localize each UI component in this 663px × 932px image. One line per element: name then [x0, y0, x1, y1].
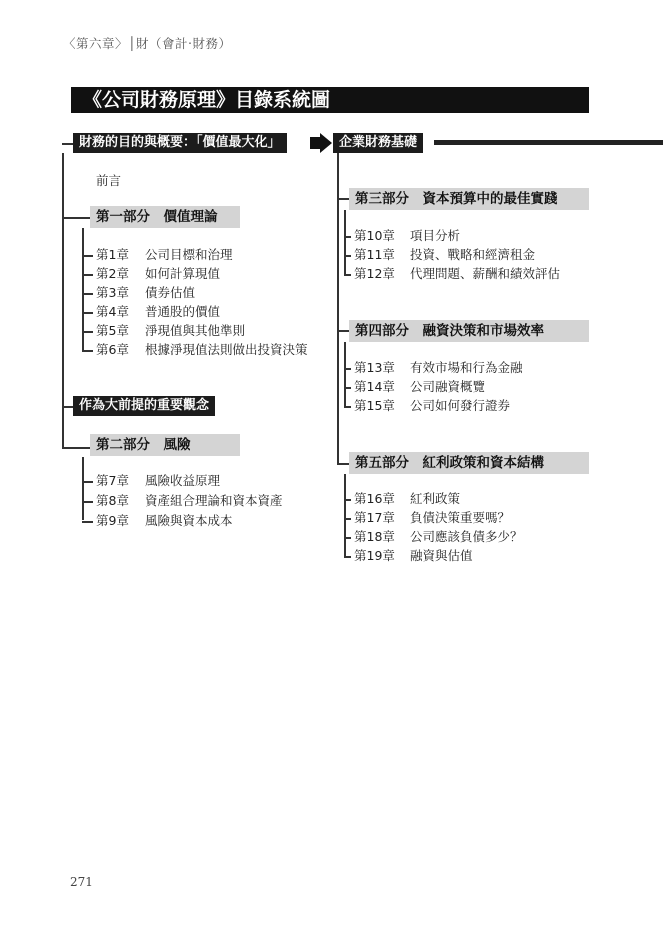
chapter-number: 第19章: [354, 548, 395, 563]
chapter-tick: [82, 350, 93, 352]
chapter-number: 第10章: [354, 228, 395, 243]
chapter-item: [96, 265, 220, 283]
chapter-tick: [82, 312, 93, 314]
chapter-tick: [344, 406, 351, 408]
chapter-item: [354, 265, 560, 283]
part4-label: 第四部分 融資決策和市場效率: [349, 320, 589, 342]
part3-label: 第三部分 資本預算中的最佳實踐: [349, 188, 589, 210]
chapter-title: 投資、戰略和經濟租金: [410, 247, 536, 262]
chapter-number: 第6章: [96, 342, 129, 357]
chapter-number: 第16章: [354, 491, 395, 506]
chapter-number: 第15章: [354, 398, 395, 413]
chapter-number: 第5章: [96, 323, 129, 338]
left-connector: [62, 153, 64, 448]
chapter-title: 風險收益原理: [145, 473, 221, 488]
chapter-tick: [344, 518, 351, 520]
premise-connector: [62, 406, 73, 408]
part5-connector: [337, 463, 349, 465]
chapter-tick: [344, 537, 351, 539]
preface-label: 前言: [96, 173, 122, 188]
chapter-title: 公司應該負債多少？: [410, 529, 523, 544]
part3-bracket: [344, 210, 346, 276]
chapter-number: 第4章: [96, 304, 129, 319]
chapter-item: [96, 341, 308, 359]
right-connector: [337, 153, 339, 465]
chapter-title: 資產組合理論和資本資產: [145, 493, 283, 508]
chapter-item: [354, 378, 485, 396]
chapter-number: 第11章: [354, 247, 395, 262]
part2-bracket: [82, 457, 84, 520]
chapter-item: [96, 246, 233, 264]
part2-label: 第二部分 風險: [90, 434, 240, 456]
chapter-title: 公司如何發行證券: [410, 398, 511, 413]
chapter-title: 代理問題、薪酬和績效評估: [410, 266, 561, 281]
chapter-item: [96, 512, 233, 530]
chapter-title: 融資與估值: [410, 548, 473, 563]
chapter-number: 第17章: [354, 510, 395, 525]
part1-connector: [62, 217, 90, 219]
chapter-title: 風險與資本成本: [145, 513, 233, 528]
chapter-title: 根據淨現值法則做出投資決策: [145, 342, 308, 357]
chapter-tick: [344, 499, 351, 501]
chapter-tick: [344, 556, 351, 558]
chapter-tick: [344, 236, 351, 238]
chapter-tick: [82, 331, 93, 333]
chapter-item: [354, 528, 523, 546]
chapter-tick: [344, 368, 351, 370]
chapter-title: 有效市場和行為金融: [410, 360, 523, 375]
chapter-tick: [344, 387, 351, 389]
part2-connector: [62, 447, 90, 449]
chapter-item: [96, 492, 283, 510]
running-header: 〈第六章〉│財（會計‧財務）: [63, 36, 232, 51]
chapter-item: [96, 472, 220, 490]
page-title: 《公司財務原理》目錄系統圖: [71, 87, 589, 113]
chapter-item: [354, 397, 510, 415]
chapter-title: 淨現值與其他準則: [145, 323, 246, 338]
chapter-item: [96, 303, 220, 321]
chapter-number: 第1章: [96, 247, 129, 262]
chapter-item: [354, 509, 510, 527]
chapter-number: 第8章: [96, 493, 129, 508]
chapter-item: [354, 490, 460, 508]
part5-label: 第五部分 紅利政策和資本結構: [349, 452, 589, 474]
chapter-tick: [82, 501, 93, 503]
chapter-item: [354, 359, 523, 377]
chapter-number: 第18章: [354, 529, 395, 544]
chapter-item: [354, 227, 460, 245]
chapter-title: 如何計算現值: [145, 266, 221, 281]
chapter-item: [96, 284, 195, 302]
chapter-tick: [82, 521, 93, 523]
chapter-tick: [82, 255, 93, 257]
part1-label: 第一部分 價值理論: [90, 206, 240, 228]
chapter-tick: [344, 255, 351, 257]
chapter-title: 負債決策重要嗎？: [410, 510, 511, 525]
chapter-title: 公司目標和治理: [145, 247, 233, 262]
chapter-tick: [82, 481, 93, 483]
right-header-rule: [434, 140, 663, 145]
chapter-tick: [82, 274, 93, 276]
chapter-item: [96, 322, 245, 340]
chapter-title: 普通股的價值: [145, 304, 221, 319]
left-header: 財務的目的與概要：「價值最大化」: [73, 133, 287, 153]
chapter-item: [354, 547, 473, 565]
chapter-tick: [82, 293, 93, 295]
chapter-number: 第2章: [96, 266, 129, 281]
premise-label: 作為大前提的重要觀念: [73, 396, 215, 416]
chapter-number: 第9章: [96, 513, 129, 528]
left-connector-top: [62, 143, 73, 145]
chapter-number: 第7章: [96, 473, 129, 488]
part5-bracket: [344, 474, 346, 557]
part4-bracket: [344, 342, 346, 408]
chapter-number: 第12章: [354, 266, 395, 281]
chapter-number: 第3章: [96, 285, 129, 300]
chapter-item: [354, 246, 535, 264]
chapter-title: 紅利政策: [410, 491, 461, 506]
chapter-title: 項目分析: [410, 228, 461, 243]
page-number: 271: [70, 875, 93, 889]
chapter-tick: [344, 274, 351, 276]
right-header: 企業財務基礎: [333, 133, 423, 153]
chapter-number: 第14章: [354, 379, 395, 394]
arrow-right-icon: [310, 133, 332, 153]
chapter-title: 債券估值: [145, 285, 196, 300]
part3-connector: [337, 198, 349, 200]
chapter-title: 公司融資概覽: [410, 379, 486, 394]
part4-connector: [337, 330, 349, 332]
chapter-number: 第13章: [354, 360, 395, 375]
